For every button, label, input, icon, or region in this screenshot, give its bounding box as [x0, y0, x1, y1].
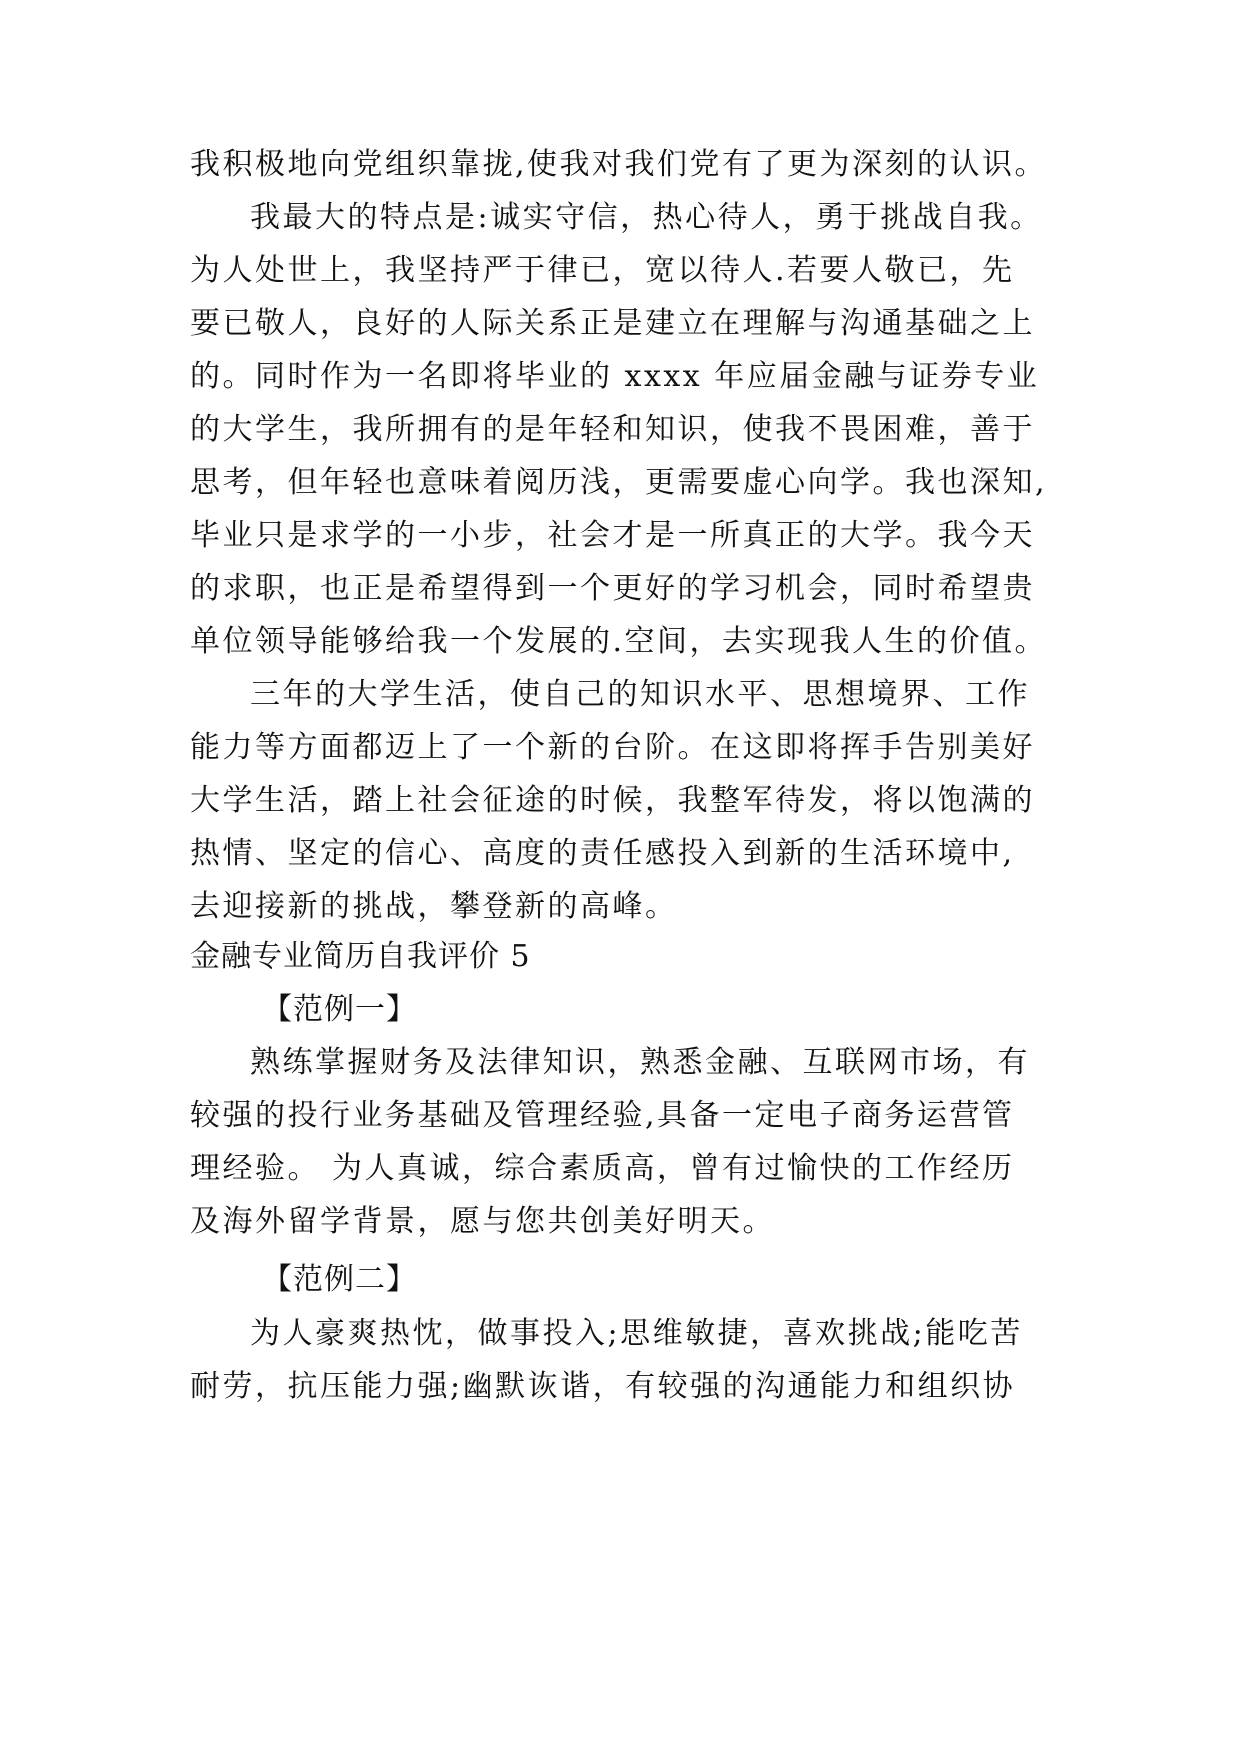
text-line: 的。同时作为一名即将毕业的 xxxx 年应届金融与证券专业	[190, 359, 1040, 394]
example-label: 【范例二】	[262, 1262, 417, 1297]
section-heading: 金融专业简历自我评价 5	[190, 939, 531, 974]
text-line: 及海外留学背景，愿与您共创美好明天。	[190, 1204, 775, 1239]
text-line: 耐劳，抗压能力强;幽默诙谐，有较强的沟通能力和组织协	[190, 1369, 1016, 1404]
text-line: 单位领导能够给我一个发展的.空间，去实现我人生的价值。	[190, 624, 1048, 659]
text-line: 我积极地向党组织靠拢,使我对我们党有了更为深刻的认识。	[190, 147, 1048, 182]
text-line: 理经验。 为人真诚，综合素质高，曾有过愉快的工作经历	[190, 1151, 1015, 1186]
text-line: 毕业只是求学的一小步，社会才是一所真正的大学。我今天	[190, 518, 1035, 553]
text-line: 热情、坚定的信心、高度的责任感投入到新的生活环境中,	[190, 836, 1015, 871]
text-line: 大学生活，踏上社会征途的时候，我整军待发，将以饱满的	[190, 783, 1035, 818]
text-line: 思考，但年轻也意味着阅历浅，更需要虚心向学。我也深知,	[190, 465, 1048, 500]
text-line: 的求职，也正是希望得到一个更好的学习机会，同时希望贵	[190, 571, 1035, 606]
text-line: 较强的投行业务基础及管理经验,具备一定电子商务运营管	[190, 1098, 1015, 1133]
example-label: 【范例一】	[262, 992, 417, 1027]
text-line: 能力等方面都迈上了一个新的台阶。在这即将挥手告别美好	[190, 730, 1035, 765]
text-line: 我最大的特点是:诚实守信，热心待人，勇于挑战自我。	[250, 200, 1043, 235]
text-line: 的大学生，我所拥有的是年轻和知识，使我不畏困难，善于	[190, 412, 1035, 447]
text-line: 为人处世上，我坚持严于律已，宽以待人.若要人敬已，先	[190, 253, 1015, 288]
text-line: 熟练掌握财务及法律知识，熟悉金融、互联网市场，有	[250, 1045, 1030, 1080]
text-line: 要已敬人，良好的人际关系正是建立在理解与沟通基础之上	[190, 306, 1035, 341]
text-line: 三年的大学生活，使自己的知识水平、思想境界、工作	[250, 677, 1030, 712]
text-line: 为人豪爽热忱，做事投入;思维敏捷，喜欢挑战;能吃苦	[250, 1316, 1023, 1351]
text-line: 去迎接新的挑战，攀登新的高峰。	[190, 889, 678, 924]
